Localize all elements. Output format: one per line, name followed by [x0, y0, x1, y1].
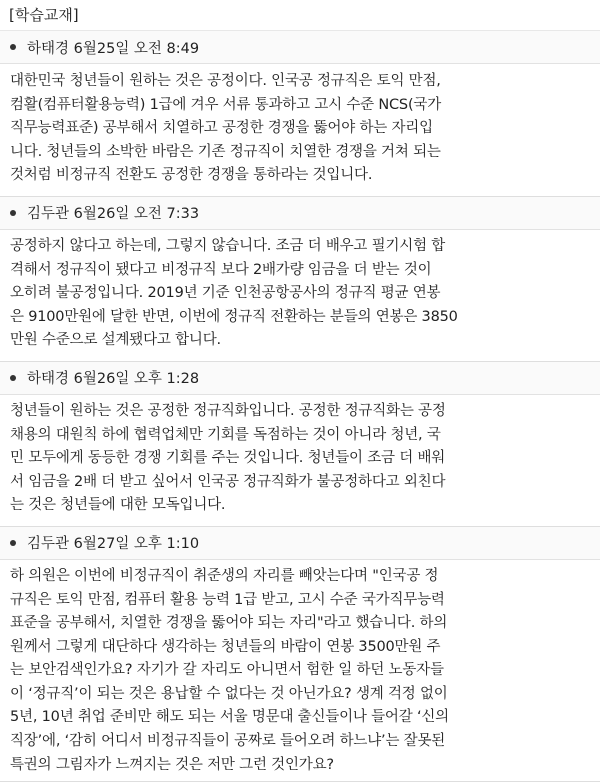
bullet-icon — [10, 540, 16, 546]
post-meta — [0, 527, 600, 559]
post-body-line: 격해서 정규직이 됐다고 비정규직 보다 2배가량 임금을 더 받는 것이 — [10, 261, 432, 278]
post-body-line: 채용의 대원칙 하에 협력업체만 기회를 독점하는 것이 아니라 청년, 국 — [10, 426, 441, 443]
post-body — [0, 229, 600, 361]
post-author-date: 김두관 6월26일 오전 7:33 — [27, 206, 200, 223]
post-body-line: 공정하지 않다고 하는데, 그렇지 않습니다. 조금 더 배우고 필기시험 합 — [10, 237, 446, 254]
post-body-line: 5년, 10년 취업 준비만 해도 되는 서울 명문대 출신들이나 들어갈 ‘신의 — [10, 709, 449, 726]
post-meta — [0, 31, 600, 63]
post-block — [0, 527, 600, 782]
post-block — [0, 197, 600, 362]
post-author-date: 하태경 6월25일 오전 8:49 — [27, 40, 200, 57]
post-block — [0, 362, 600, 527]
header-title: [학습교재] — [9, 6, 79, 24]
post-body-line: 서 임금을 2배 더 받고 싶어서 인국공 정규직화가 불공정하다고 외친다 — [10, 473, 446, 490]
post-body-line: 하 의원은 이번에 비정규직이 취준생의 자리를 빼앗는다며 "인국공 정 — [10, 567, 439, 584]
post-body-line: 는 보안검색인가요? 자기가 갈 자리도 아니면서 험한 일 하던 노동자들 — [10, 662, 444, 679]
post-meta — [0, 197, 600, 229]
post-body-line: 청년들이 원하는 것은 공정한 정규직화입니다. 공정한 정규직화는 공정 — [10, 402, 446, 419]
post-body-line: 오히려 불공정입니다. 2019년 기준 인천공항공사의 정규직 평균 연봉 — [10, 285, 441, 302]
post-author-date: 김두관 6월27일 오후 1:10 — [27, 536, 200, 553]
post-body — [0, 63, 600, 196]
post-body — [0, 559, 600, 781]
post-body-line: 은 9100만원에 달한 반면, 이번에 정규직 전환하는 분들의 연봉은 3850 — [10, 308, 458, 325]
post-body-line: 컴활(컴퓨터활용능력) 1급에 겨우 서류 통과하고 고시 수준 NCS(국가 — [10, 96, 442, 113]
post-body-line: 니다. 청년들의 소박한 바람은 기존 정규직이 치열한 경쟁을 거쳐 되는 — [10, 143, 441, 160]
post-body-line: 규직은 토익 만점, 컴퓨터 활용 능력 1급 받고, 고시 수준 국가직무능력 — [10, 591, 445, 608]
post-body-line: 원께서 그렇게 대단하다 생각하는 청년들의 바람이 연봉 3500만원 주 — [10, 638, 441, 655]
post-author-date: 하태경 6월26일 오후 1:28 — [27, 371, 200, 388]
post-body — [0, 394, 600, 526]
post-body-line: 직무능력표준) 공부해서 치열하고 공정한 경쟁을 뚫어야 하는 자리입 — [10, 120, 433, 137]
post-block — [0, 31, 600, 197]
bullet-icon — [10, 44, 16, 50]
document-header — [0, 0, 600, 31]
post-body-line: 대한민국 청년들이 원하는 것은 공정이다. 인국공 정규직은 토익 만점, — [10, 73, 441, 89]
post-body-line: 는 것은 청년들에 대한 모독입니다. — [10, 497, 226, 514]
post-meta — [0, 362, 600, 394]
bullet-icon — [10, 210, 16, 216]
post-body-line: 직장’에, ‘감히 어디서 비정규직들이 공짜로 들어오려 하느냐’는 잘못된 — [10, 733, 446, 750]
post-body-line: 이 ‘정규직’이 되는 것은 용납할 수 없다는 것 아닌가요? 생계 걱정 없이 — [10, 685, 448, 702]
post-body-line: 표준을 공부해서, 치열한 경쟁을 뚫어야 되는 자리"라고 했습니다. 하의 — [10, 615, 448, 632]
bullet-icon — [10, 375, 16, 381]
post-body-line: 것처럼 비정규직 전환도 공정한 경쟁을 통하라는 것입니다. — [10, 167, 373, 184]
post-body-line: 민 모두에게 동등한 경쟁 기회를 주는 것입니다. 청년들이 조금 더 배워 — [10, 450, 446, 467]
post-body-line: 특권의 그림자가 느껴지는 것은 저만 그런 것인가요? — [10, 756, 334, 773]
post-body-line: 만원 수준으로 설계됐다고 합니다. — [10, 332, 221, 349]
